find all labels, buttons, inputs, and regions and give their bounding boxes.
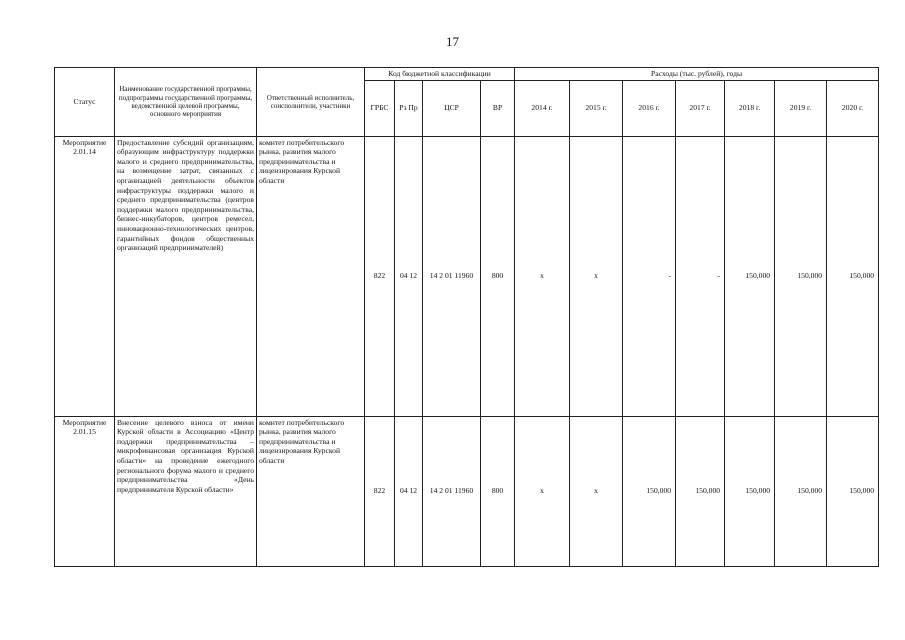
- row-status: Мероприятие 2.01.15: [55, 416, 115, 566]
- header-vr: ВР: [481, 80, 515, 136]
- header-row-1: [55, 68, 879, 81]
- header-grbs: ГРБС: [365, 80, 395, 136]
- row-name: Внесение целевого взноса от имени Курской области в Ассоциацию «Центр поддержки предпринимательства – микрофинансовая организация Курской области» на проведение ежегодного регионального форума малого и среднего предпринимательства «День предпринимателя Курской области»: [115, 416, 257, 566]
- header-year-2015: 2015 г.: [570, 80, 623, 136]
- row-grbs: 822: [365, 136, 395, 416]
- row-value-2017: 150,000: [676, 416, 725, 566]
- row-value-2015: x: [570, 136, 623, 416]
- table-row: [55, 136, 879, 416]
- header-name: Наименование государственной программы, подпрограммы государственной программы, ведомственной целевой программы, основного мероприятия: [115, 68, 257, 137]
- row-value-2016: -: [623, 136, 676, 416]
- row-value-2020: 150,000: [827, 416, 879, 566]
- header-year-2020: 2020 г.: [827, 80, 879, 136]
- header-expenses: Расходы (тыс. рублей), годы: [515, 68, 879, 81]
- row-value-2018: 150,000: [725, 416, 775, 566]
- row-value-2014: x: [515, 136, 570, 416]
- row-status: Мероприятие 2.01.14: [55, 136, 115, 416]
- budget-table: [54, 67, 879, 567]
- row-rzpr: 04 12: [395, 416, 423, 566]
- page-number: 17: [446, 34, 459, 49]
- row-csr: 14 2 01 11960: [423, 416, 481, 566]
- row-name: Предоставление субсидий организациям, образующим инфраструктуру поддержки малого и среднего предпринимательства, на возмещение затрат, связанных с организацией деятельности объектов инфраструктуры поддержки малого и среднего предпринимательства (центров поддержки малого предпринимательства, бизнес-инкубаторов, центров ремесел, инновационно-технологических центров, гарантийных фондов общественных организаций предпринимателей): [115, 136, 257, 416]
- header-year-2017: 2017 г.: [676, 80, 725, 136]
- row-value-2018: 150,000: [725, 136, 775, 416]
- row-vr: 800: [481, 136, 515, 416]
- row-value-2017: -: [676, 136, 725, 416]
- row-responsible: комитет потребительского рынка, развития малого предпринимательства и лицензирования Курской области: [257, 136, 365, 416]
- row-responsible: комитет потребительского рынка, развития малого предпринимательства и лицензирования Курской области: [257, 416, 365, 566]
- header-year-2014: 2014 г.: [515, 80, 570, 136]
- header-status: Статус: [55, 68, 115, 137]
- table-row: [55, 416, 879, 566]
- row-value-2014: x: [515, 416, 570, 566]
- header-year-2018: 2018 г.: [725, 80, 775, 136]
- header-responsible: Ответственный исполнитель, соисполнители, участники: [257, 68, 365, 137]
- header-year-2019: 2019 г.: [775, 80, 827, 136]
- header-rzpr: Рз Пр: [395, 80, 423, 136]
- row-csr: 14 2 01 11960: [423, 136, 481, 416]
- row-value-2019: 150,000: [775, 136, 827, 416]
- row-grbs: 822: [365, 416, 395, 566]
- row-value-2019: 150,000: [775, 416, 827, 566]
- header-csr: ЦСР: [423, 80, 481, 136]
- header-budget-code: Код бюджетной классификации: [365, 68, 515, 81]
- row-value-2016: 150,000: [623, 416, 676, 566]
- header-year-2016: 2016 г.: [623, 80, 676, 136]
- row-vr: 800: [481, 416, 515, 566]
- row-value-2015: x: [570, 416, 623, 566]
- row-value-2020: 150,000: [827, 136, 879, 416]
- row-rzpr: 04 12: [395, 136, 423, 416]
